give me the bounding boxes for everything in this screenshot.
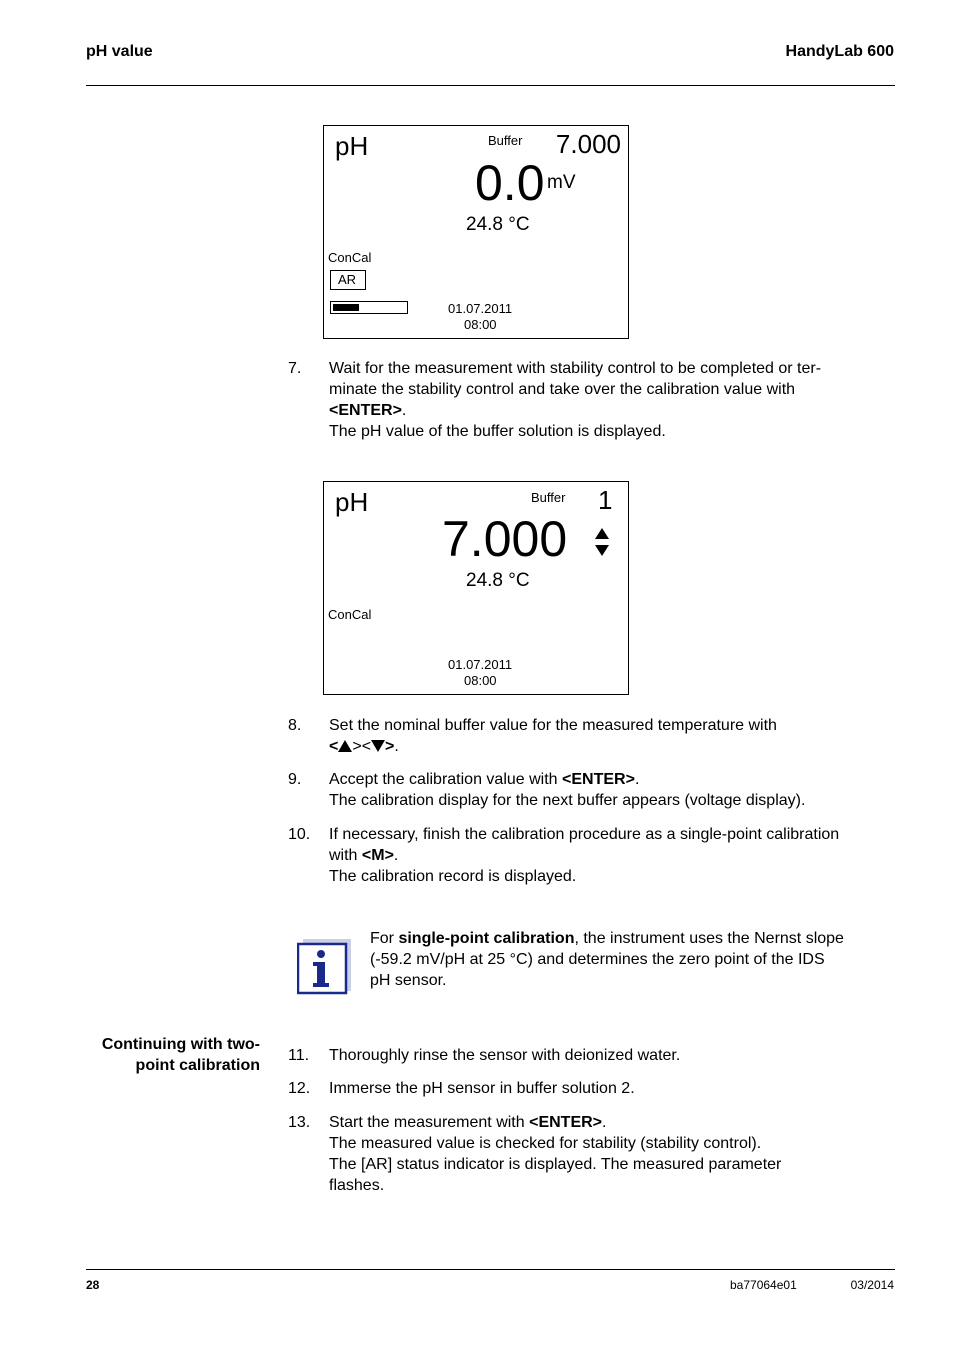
step-line: minate the stability control and take over the calibration value with [329, 381, 796, 398]
display-buffer-number: 1 [598, 485, 613, 515]
display-mode: ConCal [328, 607, 372, 622]
note-line: pH sensor. [370, 972, 447, 989]
instrument-display-voltage [323, 125, 629, 339]
step-line: Immerse the pH sensor in buffer solution 2. [329, 1080, 635, 1097]
step-text [329, 824, 895, 887]
step-number: 9. [288, 771, 302, 788]
display-buffer-value: 7.000 [555, 129, 621, 159]
step-number: 7. [288, 360, 302, 377]
up-down-arrows-icon [594, 527, 610, 557]
step-line: The calibration display for the next buffer appears (voltage display). [329, 792, 806, 809]
display-buffer-label: Buffer [488, 133, 523, 148]
status-ar-badge: AR [330, 270, 366, 290]
step-number: 8. [288, 717, 302, 734]
step-line: flashes. [329, 1177, 385, 1194]
step-line: Thoroughly rinse the sensor with deionized water. [329, 1047, 681, 1064]
step-line: Set the nominal buffer value for the measured temperature with [329, 717, 777, 734]
step-text [329, 1045, 895, 1066]
note-line: For single-point calibration, the instrument uses the Nernst slope [370, 930, 844, 947]
step-line: Start the measurement with <ENTER>. [329, 1114, 607, 1131]
display-date: 01.07.2011 [448, 657, 513, 672]
display-temperature: 24.8 °C [466, 214, 530, 235]
step-line: If necessary, finish the calibration procedure as a single-point calibration [329, 826, 840, 843]
instrument-display-buffer [323, 481, 629, 695]
display-mode: ConCal [328, 250, 372, 265]
step-line: The pH value of the buffer solution is displayed. [329, 423, 666, 440]
step-text [329, 715, 895, 757]
header-divider [86, 85, 895, 86]
display-main-value: 0.0 [475, 155, 545, 211]
step-text [329, 1112, 895, 1196]
doc-number: ba77064e01 [730, 1278, 797, 1292]
step-number: 12. [288, 1080, 311, 1097]
header-product-name: HandyLab 600 [785, 43, 894, 60]
up-arrow-icon [338, 740, 352, 752]
display-time: 08:00 [464, 317, 497, 332]
header-section-title: pH value [86, 43, 153, 60]
step-line: with <M>. [329, 847, 399, 864]
display-time: 08:00 [464, 673, 497, 688]
step-line: The measured value is checked for stability (stability control). [329, 1135, 762, 1152]
step-number: 11. [288, 1047, 310, 1064]
display-main-value: 7.000 [442, 511, 568, 567]
display-parameter: pH [335, 131, 369, 161]
key-enter: <ENTER> [562, 771, 635, 788]
section-heading-two-point: Continuing with two- point calibration [101, 1036, 260, 1074]
step-text [329, 1078, 895, 1099]
step-number: 10. [288, 826, 311, 843]
display-date: 01.07.2011 [448, 301, 513, 316]
stability-progress-bar [330, 301, 408, 314]
footer-divider [86, 1269, 895, 1270]
step-line: The calibration record is displayed. [329, 868, 577, 885]
step-line: The [AR] status indicator is displayed. The measured parameter [329, 1156, 782, 1173]
step-line: Accept the calibration value with <ENTER>. [329, 771, 640, 788]
step-line: <ENTER>. [329, 402, 407, 419]
key-m: <M> [361, 847, 394, 864]
doc-date: 03/2014 [850, 1278, 894, 1292]
page-number: 28 [86, 1278, 100, 1292]
step-text [329, 769, 895, 811]
stability-progress-fill [333, 304, 359, 311]
step-text [329, 358, 895, 442]
step-number: 13. [288, 1114, 311, 1131]
down-arrow-icon [371, 740, 385, 752]
display-parameter: pH [335, 487, 369, 517]
step-line: Wait for the measurement with stability control to be completed or ter- [329, 360, 822, 377]
display-temperature: 24.8 °C [466, 570, 530, 591]
key-enter: <ENTER> [529, 1114, 603, 1131]
display-unit: mV [547, 172, 576, 193]
info-icon [297, 937, 353, 995]
key-enter: <ENTER> [329, 402, 402, 419]
step-line: < >< >. [329, 738, 399, 755]
display-buffer-label: Buffer [531, 490, 566, 505]
note-line: (-59.2 mV/pH at 25 °C) and determines the zero point of the IDS [370, 951, 825, 968]
info-note [370, 928, 895, 991]
